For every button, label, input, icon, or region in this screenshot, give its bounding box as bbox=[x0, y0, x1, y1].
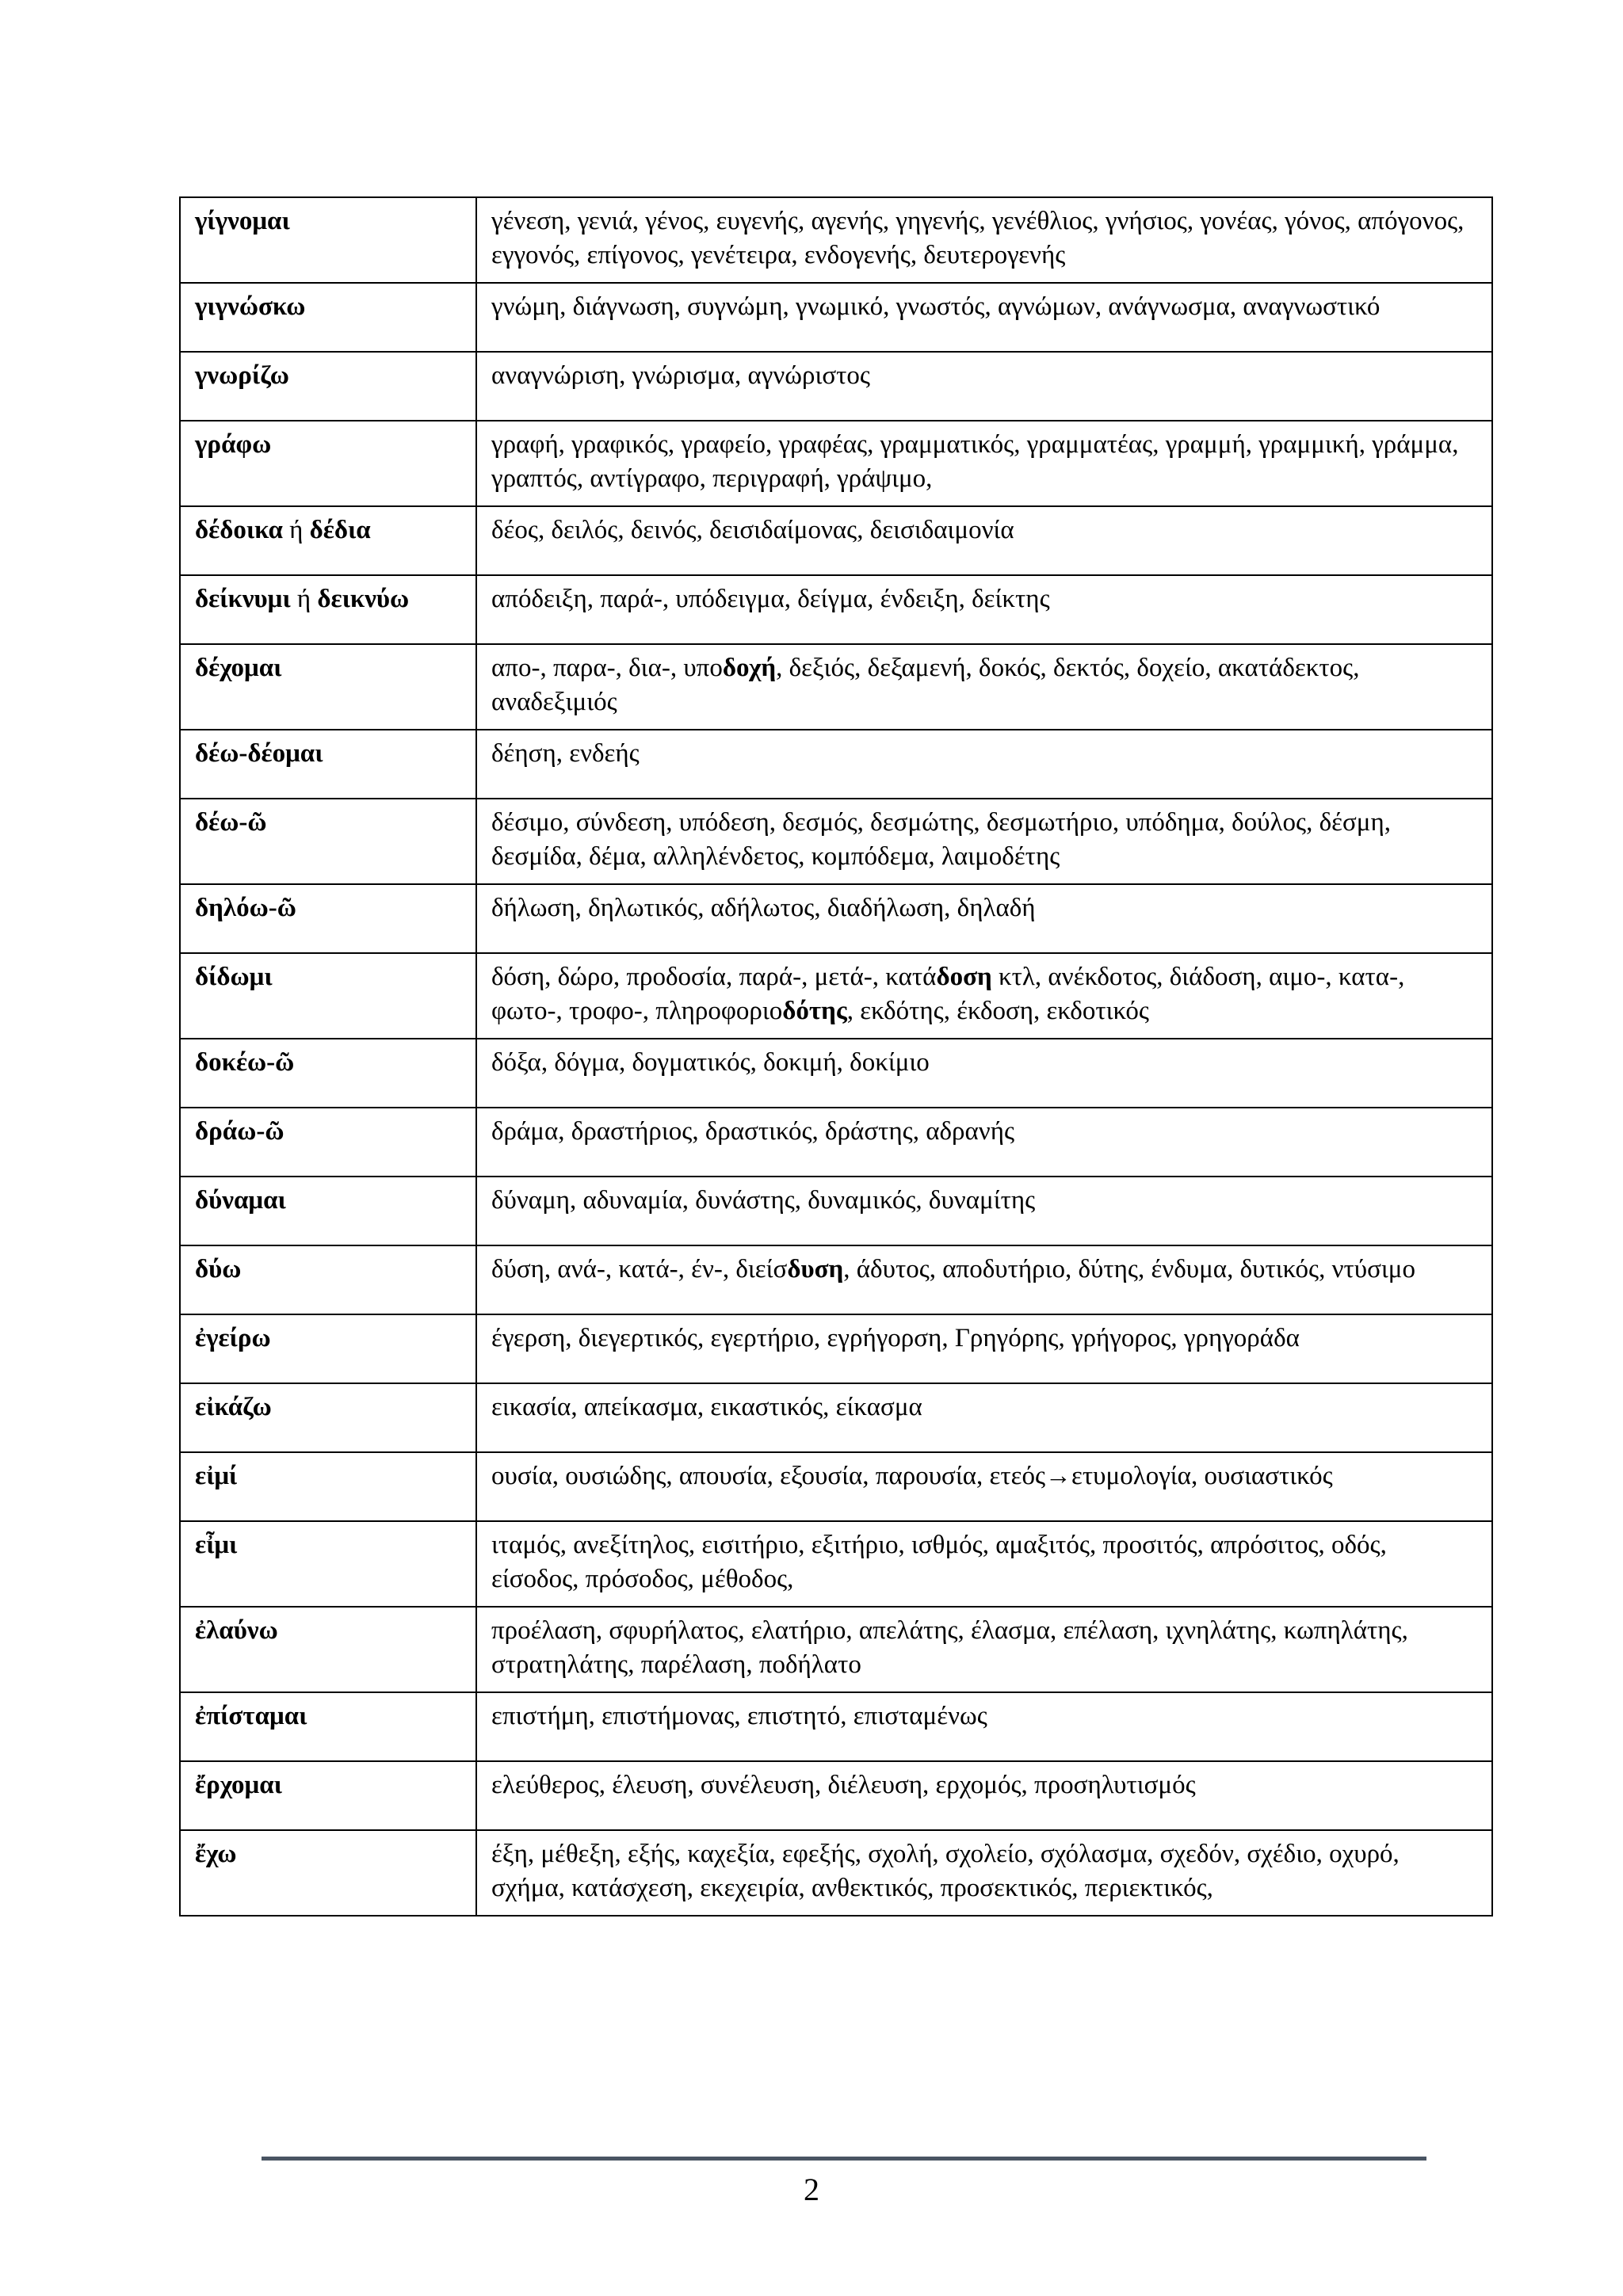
verb-cell bbox=[180, 799, 476, 884]
verb-cell bbox=[180, 1314, 476, 1383]
verb-form: γράφω bbox=[195, 430, 272, 459]
derivatives-cell bbox=[476, 1039, 1492, 1108]
table-row bbox=[180, 953, 1492, 1039]
derivative-text: εικασία, απείκασμα, εικαστικός, είκασμα bbox=[491, 1393, 922, 1421]
derivatives-cell bbox=[476, 644, 1492, 730]
derivatives-cell bbox=[476, 283, 1492, 352]
verb-form: εἰκάζω bbox=[195, 1393, 272, 1421]
verb-cell bbox=[180, 506, 476, 575]
verb-connector: ή bbox=[282, 516, 310, 544]
footer-divider bbox=[262, 2157, 1426, 2161]
verb-cell bbox=[180, 1245, 476, 1314]
derivatives-cell bbox=[476, 421, 1492, 506]
verb-form: δείκνυμι bbox=[195, 585, 291, 613]
derivatives-cell bbox=[476, 799, 1492, 884]
table-row bbox=[180, 1177, 1492, 1245]
verb-form: ἔχω bbox=[195, 1840, 237, 1868]
derivatives-cell bbox=[476, 1245, 1492, 1314]
derivative-text: δόξα, δόγμα, δογματικός, δοκιμή, δοκίμιο bbox=[491, 1048, 930, 1077]
verb-form: εἶμι bbox=[195, 1531, 238, 1559]
derivative-text: γραφή, γραφικός, γραφείο, γραφέας, γραμματικός, γραμματέας, γραμμή, γραμμική, γράμμα, γραπτός, αντίγραφο, περιγραφή, γράψιμο, bbox=[491, 430, 1459, 493]
etymology-table bbox=[179, 196, 1493, 1917]
verb-cell bbox=[180, 283, 476, 352]
derivatives-cell bbox=[476, 1383, 1492, 1452]
derivatives-cell bbox=[476, 1452, 1492, 1521]
derivative-text: γένεση, γενιά, γένος, ευγενής, αγενής, γηγενής, γενέθλιος, γνήσιος, γονέας, γόνος, απόγονος, εγγονός, επίγονος, γενέτειρα, ενδογενής, δευτερογενής bbox=[491, 207, 1465, 269]
verb-form: δεικνύω bbox=[317, 585, 410, 613]
verb-form: δράω-ῶ bbox=[195, 1117, 285, 1146]
derivative-text: , άδυτος, αποδυτήριο, δύτης, ένδυμα, δυτικός, ντύσιμο bbox=[843, 1255, 1415, 1283]
derivative-text: δέσιμο, σύνδεση, υπόδεση, δεσμός, δεσμώτης, δεσμωτήριο, υπόδημα, δούλος, δέσμη, δεσμίδα, δέμα, αλληλένδετος, κομπόδεμα, λαιμοδέτης bbox=[491, 808, 1391, 871]
verb-form: εἰμί bbox=[195, 1462, 238, 1490]
verb-cell bbox=[180, 1452, 476, 1521]
table-row bbox=[180, 1692, 1492, 1761]
table-row bbox=[180, 352, 1492, 421]
derivative-text: , δεξιός, δεξαμενή, δοκός, δεκτός, δοχείο, ακατάδεκτος, αναδεξιμιός bbox=[491, 654, 1360, 716]
derivative-text: έγερση, διεγερτικός, εγερτήριο, εγρήγορση, Γρηγόρης, γρήγορος, γρηγοράδα bbox=[491, 1324, 1300, 1352]
verb-form: δέχομαι bbox=[195, 654, 282, 682]
verb-form: δύω bbox=[195, 1255, 242, 1283]
verb-form: ἐπίσταμαι bbox=[195, 1702, 307, 1730]
derivatives-cell bbox=[476, 1314, 1492, 1383]
verb-form: ἐλαύνω bbox=[195, 1616, 278, 1645]
derivative-text: δέος, δειλός, δεινός, δεισιδαίμονας, δεισιδαιμονία bbox=[491, 516, 1014, 544]
derivatives-cell bbox=[476, 1830, 1492, 1916]
verb-form: γίγνομαι bbox=[195, 207, 290, 235]
table-row bbox=[180, 506, 1492, 575]
verb-cell bbox=[180, 1177, 476, 1245]
derivative-text: απόδειξη, παρά-, υπόδειγμα, δείγμα, ένδειξη, δείκτης bbox=[491, 585, 1050, 613]
table-row bbox=[180, 1452, 1492, 1521]
table-row bbox=[180, 1607, 1492, 1692]
table-row bbox=[180, 1245, 1492, 1314]
derivative-text: αναγνώριση, γνώρισμα, αγνώριστος bbox=[491, 361, 870, 390]
table-row bbox=[180, 1314, 1492, 1383]
derivative-text: προέλαση, σφυρήλατος, ελατήριο, απελάτης, έλασμα, επέλαση, ιχνηλάτης, κωπηλάτης, στρατηλάτης, παρέλαση, ποδήλατο bbox=[491, 1616, 1408, 1679]
derivatives-cell bbox=[476, 1108, 1492, 1177]
derivatives-cell bbox=[476, 1692, 1492, 1761]
verb-form: δέδια bbox=[309, 516, 371, 544]
derivative-text: ουσία, ουσιώδης, απουσία, εξουσία, παρουσία, ετεός bbox=[491, 1462, 1046, 1490]
derivative-text: , εκδότης, έκδοση, εκδοτικός bbox=[846, 997, 1149, 1025]
derivatives-cell bbox=[476, 1761, 1492, 1830]
table-row bbox=[180, 197, 1492, 283]
derivative-text: δήλωση, δηλωτικός, αδήλωτος, διαδήλωση, δηλαδή bbox=[491, 894, 1036, 922]
page-number: 2 bbox=[804, 2172, 819, 2207]
derivative-text: δέηση, ενδεής bbox=[491, 739, 640, 768]
verb-form: γιγνώσκω bbox=[195, 292, 306, 321]
derivatives-cell bbox=[476, 352, 1492, 421]
verb-form: δίδωμι bbox=[195, 963, 273, 991]
table-row bbox=[180, 884, 1492, 953]
verb-cell bbox=[180, 1761, 476, 1830]
derivatives-cell bbox=[476, 1607, 1492, 1692]
derivative-text: επιστήμη, επιστήμονας, επιστητό, επισταμένως bbox=[491, 1702, 987, 1730]
verb-connector: ή bbox=[290, 585, 318, 613]
highlighted-stem: δότης bbox=[782, 997, 847, 1025]
table-row bbox=[180, 730, 1492, 799]
derivative-text: έξη, μέθεξη, εξής, καχεξία, εφεξής, σχολή, σχολείο, σχόλασμα, σχεδόν, σχέδιο, οχυρό, σχήμα, κατάσχεση, εκεχειρία, ανθεκτικός, προσεκτικός, περιεκτικός, bbox=[491, 1840, 1400, 1902]
verb-cell bbox=[180, 730, 476, 799]
verb-cell bbox=[180, 575, 476, 644]
derivative-text: δόση, δώρο, προδοσία, παρά-, μετά-, κατά bbox=[491, 963, 937, 991]
verb-form: δύναμαι bbox=[195, 1186, 286, 1215]
derivatives-cell bbox=[476, 575, 1492, 644]
verb-form: δέω-δέομαι bbox=[195, 739, 323, 768]
verb-cell bbox=[180, 1692, 476, 1761]
verb-cell bbox=[180, 953, 476, 1039]
table-row bbox=[180, 799, 1492, 884]
derivative-text: ιταμός, ανεξίτηλος, εισιτήριο, εξιτήριο, ισθμός, αμαξιτός, προσιτός, απρόσιτος, οδός, είσοδος, πρόσοδος, μέθοδος, bbox=[491, 1531, 1387, 1593]
highlighted-stem: δοχή bbox=[722, 654, 777, 682]
highlighted-stem: δυση bbox=[787, 1255, 844, 1283]
verb-cell bbox=[180, 421, 476, 506]
derivatives-cell bbox=[476, 953, 1492, 1039]
verb-cell bbox=[180, 1521, 476, 1607]
table-row bbox=[180, 1830, 1492, 1916]
verb-cell bbox=[180, 352, 476, 421]
table-row bbox=[180, 1108, 1492, 1177]
verb-cell bbox=[180, 884, 476, 953]
derivative-text: απο-, παρα-, δια-, υπο bbox=[491, 654, 723, 682]
verb-cell bbox=[180, 644, 476, 730]
derivative-text: ετυμολογία, ουσιαστικός bbox=[1071, 1462, 1333, 1490]
derivatives-cell bbox=[476, 197, 1492, 283]
table-row bbox=[180, 283, 1492, 352]
verb-form: δοκέω-ῶ bbox=[195, 1048, 295, 1077]
verb-cell bbox=[180, 1830, 476, 1916]
table-row bbox=[180, 575, 1492, 644]
derivative-text: γνώμη, διάγνωση, συγνώμη, γνωμικό, γνωστός, αγνώμων, ανάγνωσμα, αναγνωστικό bbox=[491, 292, 1381, 321]
table-row bbox=[180, 644, 1492, 730]
highlighted-stem: → bbox=[1045, 1462, 1072, 1490]
derivatives-cell bbox=[476, 1177, 1492, 1245]
derivative-text: δύναμη, αδυναμία, δυνάστης, δυναμικός, δυναμίτης bbox=[491, 1186, 1036, 1215]
derivatives-cell bbox=[476, 506, 1492, 575]
verb-cell bbox=[180, 197, 476, 283]
table-row bbox=[180, 1521, 1492, 1607]
verb-form: ἐγείρω bbox=[195, 1324, 271, 1352]
derivatives-cell bbox=[476, 1521, 1492, 1607]
verb-cell bbox=[180, 1383, 476, 1452]
verb-cell bbox=[180, 1607, 476, 1692]
table-row bbox=[180, 1383, 1492, 1452]
derivatives-cell bbox=[476, 730, 1492, 799]
verb-form: δέδοικα bbox=[195, 516, 283, 544]
verb-form: ἔρχομαι bbox=[195, 1771, 282, 1799]
verb-form: δηλόω-ῶ bbox=[195, 894, 296, 922]
verb-form: δέω-ῶ bbox=[195, 808, 267, 837]
derivatives-cell bbox=[476, 884, 1492, 953]
derivative-text: ελεύθερος, έλευση, συνέλευση, διέλευση, ερχομός, προσηλυτισμός bbox=[491, 1771, 1196, 1799]
table-row bbox=[180, 1039, 1492, 1108]
verb-form: γνωρίζω bbox=[195, 361, 289, 390]
derivative-text: δύση, ανά-, κατά-, έν-, διείσ bbox=[491, 1255, 788, 1283]
derivative-text: δράμα, δραστήριος, δραστικός, δράστης, αδρανής bbox=[491, 1117, 1015, 1146]
etymology-table-body bbox=[180, 197, 1492, 1916]
derivative-text: κτλ, ανέκδοτος, διάδοση, αιμο-, κατα-, φωτο-, τροφο-, πληροφοριο bbox=[491, 963, 1405, 1025]
table-row bbox=[180, 1761, 1492, 1830]
table-row bbox=[180, 421, 1492, 506]
highlighted-stem: δοση bbox=[936, 963, 992, 991]
verb-cell bbox=[180, 1039, 476, 1108]
verb-cell bbox=[180, 1108, 476, 1177]
